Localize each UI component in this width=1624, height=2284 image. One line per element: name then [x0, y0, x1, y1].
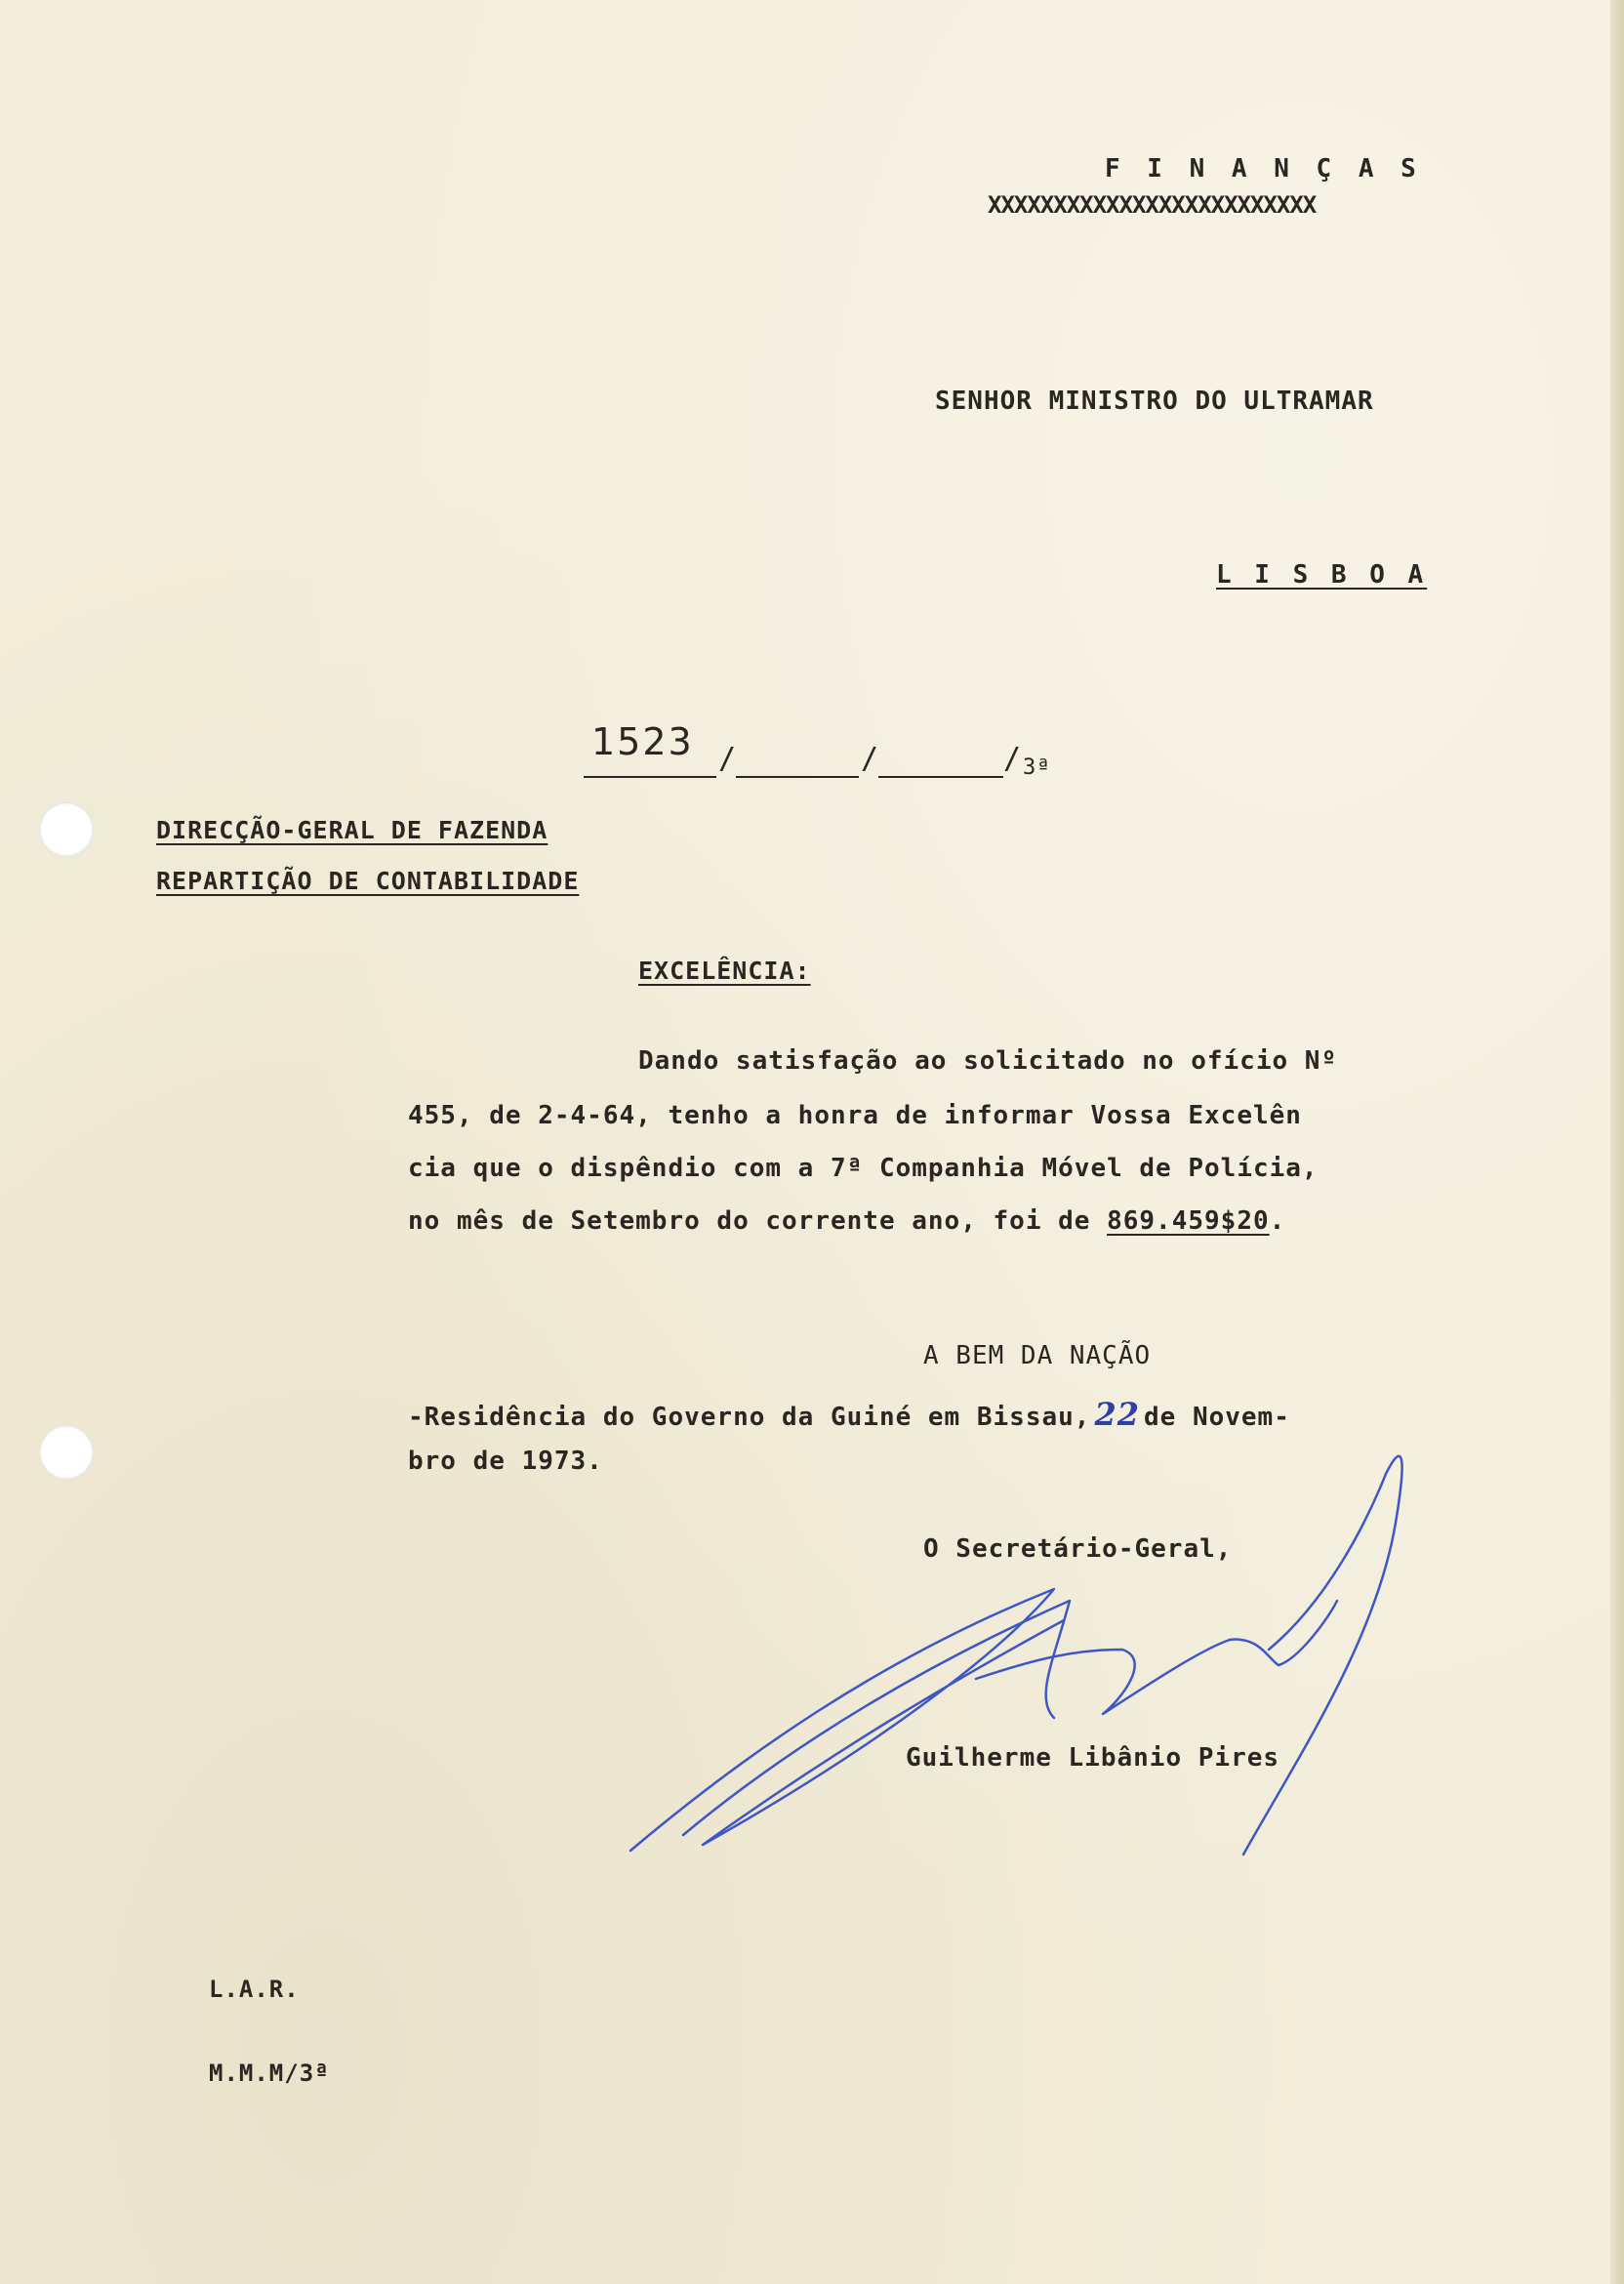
body-line-4-prefix: no mês de Setembro do corrente ano, foi de	[408, 1206, 1108, 1236]
handwritten-day: 22	[1094, 1396, 1140, 1433]
body-line-2: 455, de 2-4-64, tenho a honra de informar Vossa Excelên	[408, 1101, 1302, 1130]
closing-motto: A BEM DA NAÇÃO	[923, 1341, 1152, 1370]
reference-number: 1523	[591, 720, 694, 763]
closing-date-line-2: bro de 1973.	[408, 1447, 603, 1476]
amount: 869.459$20	[1107, 1206, 1270, 1236]
struck-line: XXXXXXXXXXXXXXXXXXXXXXXXX	[988, 191, 1317, 219]
ministry-heading: F I N A N Ç A S	[1105, 154, 1422, 184]
closing-place-suffix: de Novem-	[1143, 1403, 1290, 1432]
signature-title: O Secretário-Geral,	[923, 1534, 1233, 1564]
reference-slash-2: /	[861, 742, 880, 776]
initials-line-1: L.A.R.	[209, 1976, 300, 2003]
body-line-1: Dando satisfação ao solicitado no ofício Nº	[638, 1046, 1338, 1076]
body-line-3: cia que o dispêndio com a 7ª Companhia Móvel de Polícia,	[408, 1154, 1319, 1183]
signature-name: Guilherme Libânio Pires	[906, 1743, 1280, 1773]
reference-slash-3: /	[1003, 742, 1023, 776]
body-line-4-suffix: .	[1269, 1206, 1286, 1236]
addressee-name: SENHOR MINISTRO DO ULTRAMAR	[935, 387, 1374, 416]
closing-place-prefix: -Residência do Governo da Guiné em Bissau,	[408, 1403, 1091, 1432]
reference-slash-1: /	[718, 742, 738, 776]
department-line-2: REPARTIÇÃO DE CONTABILIDADE	[156, 867, 580, 895]
initials-line-2: M.M.M/3ª	[209, 2060, 330, 2087]
addressee-city: L I S B O A	[1216, 560, 1428, 590]
reference-suffix: 3ª	[1023, 755, 1051, 780]
salutation: EXCELÊNCIA:	[638, 957, 811, 985]
department-line-1: DIRECÇÃO-GERAL DE FAZENDA	[156, 816, 548, 844]
